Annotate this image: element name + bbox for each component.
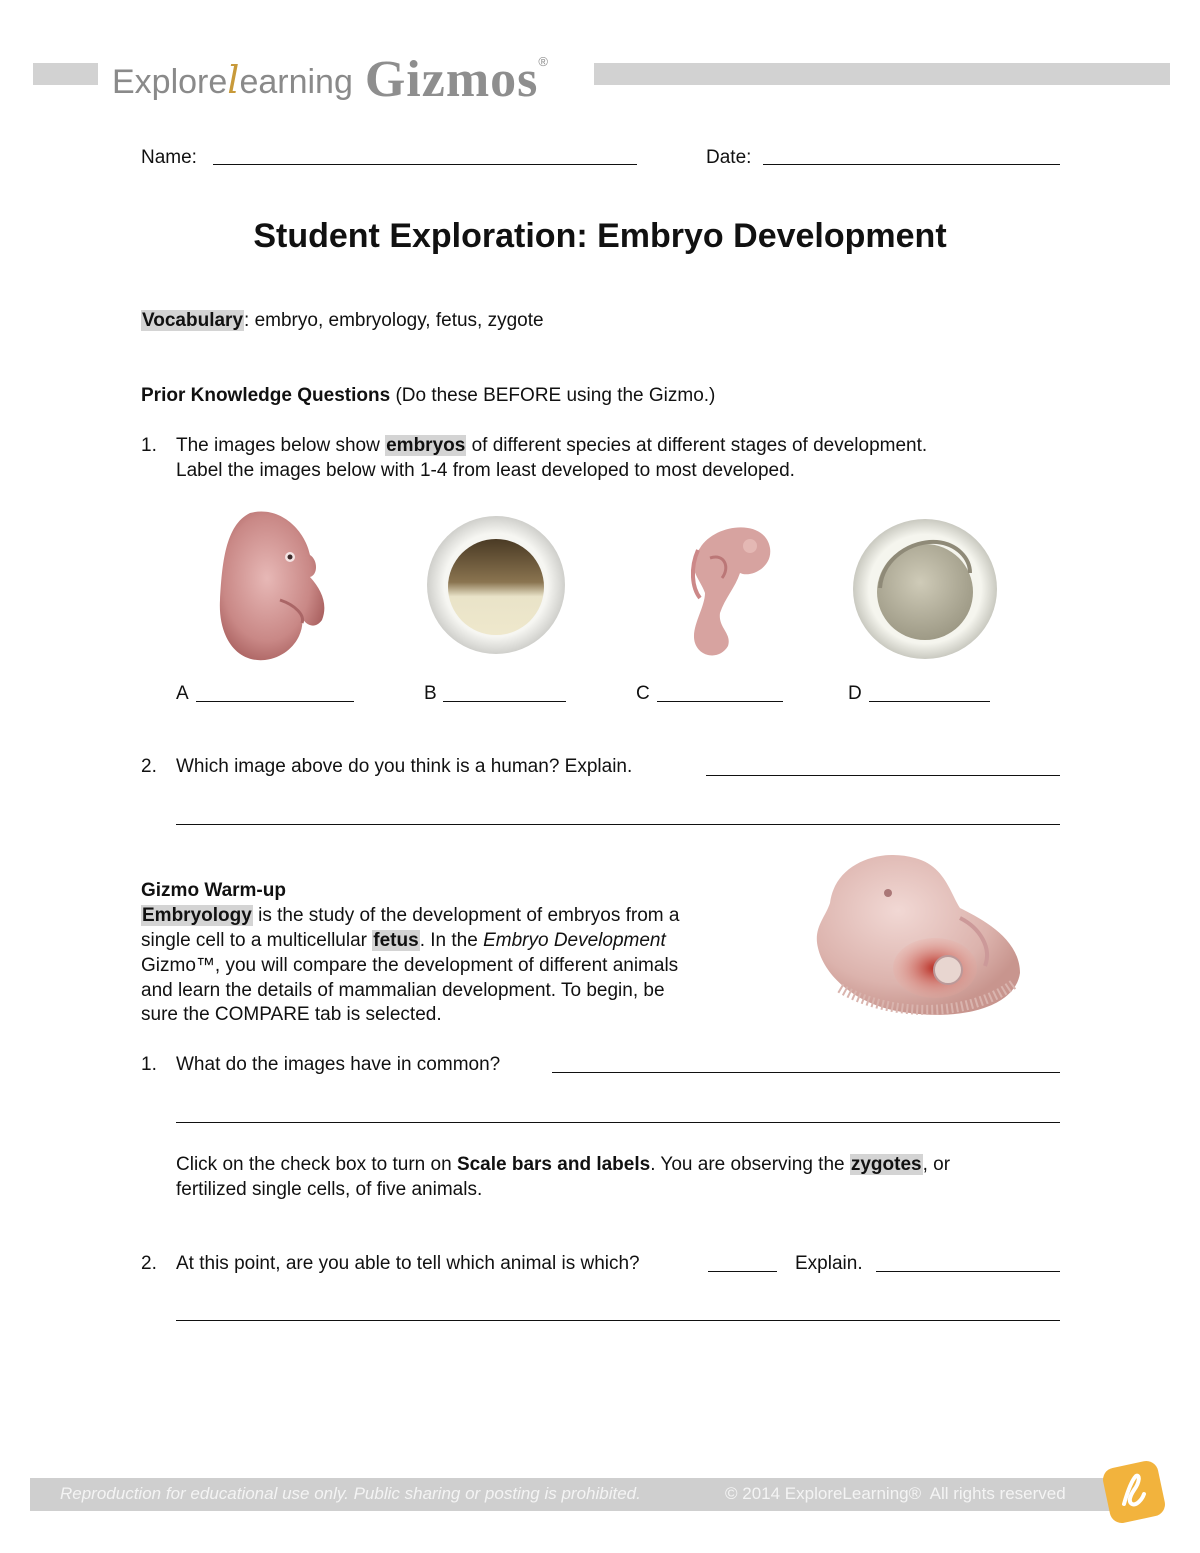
warmup-q2-text: At this point, are you able to tell which animal is which? bbox=[176, 1253, 640, 1274]
prior-knowledge-heading: Prior Knowledge Questions (Do these BEFORE using the Gizmo.) bbox=[141, 385, 716, 406]
header-bar-right bbox=[594, 63, 1170, 85]
page-title: Student Exploration: Embryo Development bbox=[253, 217, 947, 255]
term-fetus: fetus bbox=[373, 930, 419, 951]
image-d-answer-field[interactable] bbox=[869, 701, 990, 702]
term-zygotes: zygotes bbox=[850, 1154, 922, 1175]
explorelearning-gizmos-logo: Explorelearning Gizmos® bbox=[112, 51, 548, 108]
name-field[interactable] bbox=[213, 164, 637, 165]
footer-reproduction-notice: Reproduction for educational use only. Public sharing or posting is prohibited. bbox=[60, 1484, 641, 1503]
image-a-answer-field[interactable] bbox=[196, 701, 354, 702]
warmup-paragraph-line3: Gizmo™, you will compare the development of different animals bbox=[141, 955, 679, 976]
instruction-line1: Click on the check box to turn on Scale bars and labels. You are observing the zygotes, or bbox=[176, 1154, 951, 1175]
warmup-q1-answer-line-1[interactable] bbox=[552, 1072, 1060, 1073]
warmup-paragraph-line5: sure the COMPARE tab is selected. bbox=[141, 1004, 442, 1025]
warmup-paragraph-line4: and learn the details of mammalian development. To begin, be bbox=[141, 980, 665, 1001]
name-label: Name: bbox=[141, 147, 197, 168]
explorelearning-badge-icon bbox=[1098, 1456, 1170, 1528]
prior-q2-text: Which image above do you think is a human? Explain. bbox=[176, 756, 633, 777]
prior-q2-answer-line-1[interactable] bbox=[706, 775, 1060, 776]
image-label-d: D bbox=[848, 683, 862, 704]
warmup-paragraph-line2: single cell to a multicellular fetus. In the Embryo Development bbox=[141, 930, 666, 951]
embryo-illustration bbox=[810, 848, 1025, 1020]
vocabulary-terms: embryo, embryology, fetus, zygote bbox=[254, 310, 544, 331]
prior-q1-line2: Label the images below with 1-4 from least developed to most developed. bbox=[176, 460, 795, 481]
embryo-image-b bbox=[426, 515, 566, 655]
prior-q2-answer-line-2[interactable] bbox=[176, 824, 1060, 825]
question-number: 1. bbox=[141, 1054, 157, 1075]
term-embryos: embryos bbox=[386, 435, 466, 456]
warmup-paragraph-line1: Embryology is the study of the development of embryos from a bbox=[142, 905, 680, 926]
warmup-q1-text: What do the images have in common? bbox=[176, 1054, 501, 1075]
question-number: 1. bbox=[141, 435, 157, 456]
warmup-q2-answer-line-2[interactable] bbox=[176, 1320, 1060, 1321]
image-label-a: A bbox=[176, 683, 189, 704]
term-embryology: Embryology bbox=[142, 905, 252, 926]
image-c-answer-field[interactable] bbox=[657, 701, 783, 702]
question-number: 2. bbox=[141, 756, 157, 777]
embryo-image-a bbox=[210, 505, 335, 665]
warmup-q2-yesno-field[interactable] bbox=[708, 1271, 777, 1272]
embryo-image-d bbox=[852, 518, 998, 660]
warmup-heading: Gizmo Warm-up bbox=[141, 880, 286, 901]
prior-q1-text: The images below show embryos of different species at different stages of development. bbox=[176, 435, 928, 456]
warmup-q2-answer-line-1[interactable] bbox=[876, 1271, 1060, 1272]
question-number: 2. bbox=[141, 1253, 157, 1274]
image-label-c: C bbox=[636, 683, 650, 704]
date-label: Date: bbox=[706, 147, 752, 168]
footer-copyright: © 2014 ExploreLearning® All rights reserved bbox=[725, 1484, 1066, 1503]
warmup-q1-answer-line-2[interactable] bbox=[176, 1122, 1060, 1123]
header-bar-left bbox=[33, 63, 98, 85]
vocabulary-label: Vocabulary bbox=[142, 310, 244, 331]
instruction-line2: fertilized single cells, of five animals. bbox=[176, 1179, 483, 1200]
image-b-answer-field[interactable] bbox=[443, 701, 566, 702]
warmup-q2-explain-label: Explain. bbox=[795, 1253, 863, 1274]
embryo-image-c bbox=[670, 518, 775, 663]
vocabulary-line: Vocabulary: embryo, embryology, fetus, zygote bbox=[142, 310, 544, 331]
date-field[interactable] bbox=[763, 164, 1060, 165]
image-label-b: B bbox=[424, 683, 437, 704]
